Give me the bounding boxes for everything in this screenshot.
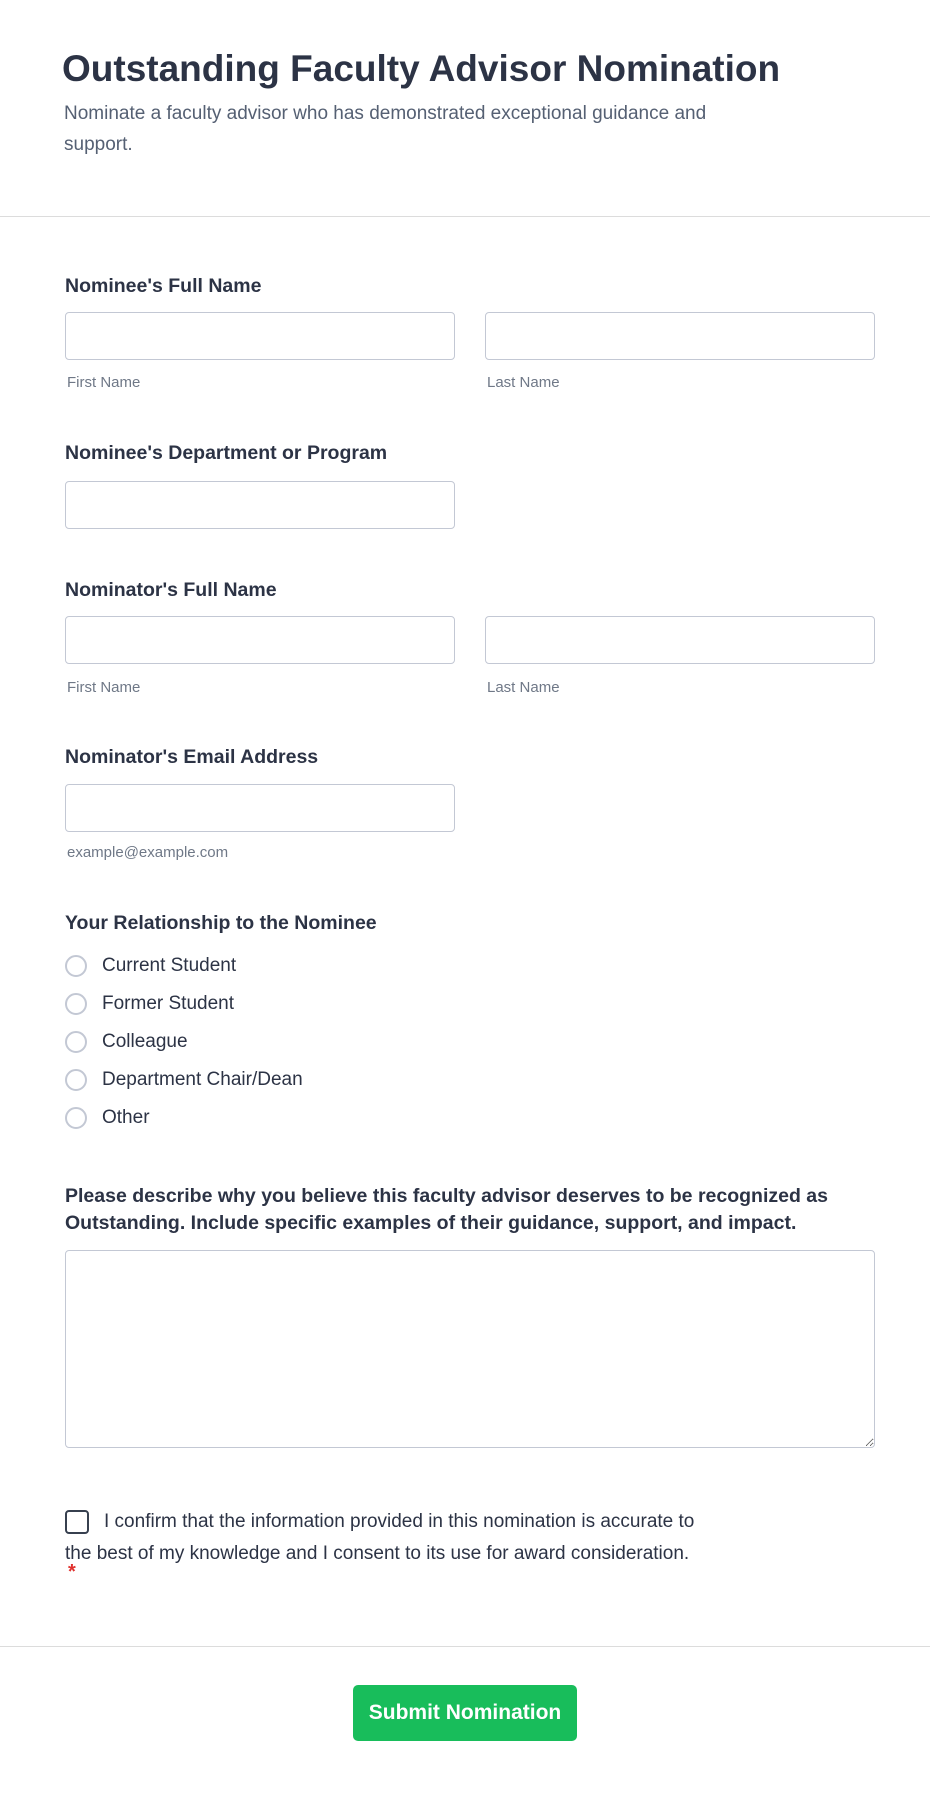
- nominee-department-label: Nominee's Department or Program: [65, 442, 388, 464]
- nominator-first-name-sublabel: First Name: [67, 679, 141, 696]
- radio-option-label: Current Student: [102, 955, 237, 976]
- page-title: Outstanding Faculty Advisor Nomination: [62, 48, 781, 89]
- nominator-first-name-input[interactable]: [65, 616, 455, 664]
- reason-label-line-1: Please describe why you believe this faculty advisor deserves to be recognized as: [65, 1185, 828, 1207]
- relationship-label: Your Relationship to the Nominee: [65, 912, 377, 934]
- nominee-first-name-input[interactable]: [65, 312, 455, 360]
- nominee-last-name-sublabel: Last Name: [487, 374, 560, 391]
- consent-checkbox-row[interactable]: [65, 1510, 694, 1534]
- nominee-name-label: Nominee's Full Name: [65, 275, 262, 297]
- relationship-option-department-chair-dean[interactable]: [65, 1069, 303, 1091]
- reason-label-line-2: Outstanding. Include specific examples of their guidance, support, and impact.: [65, 1212, 797, 1234]
- relationship-option-colleague[interactable]: [65, 1031, 303, 1053]
- nominator-email-sublabel: example@example.com: [67, 844, 229, 861]
- relationship-option-other[interactable]: [65, 1107, 303, 1129]
- footer-divider: [0, 1646, 930, 1647]
- nominator-last-name-input[interactable]: [485, 616, 875, 664]
- submit-button[interactable]: Submit Nomination: [353, 1685, 577, 1741]
- radio-button-icon[interactable]: [65, 955, 87, 977]
- nominator-last-name-sublabel: Last Name: [487, 679, 560, 696]
- nominator-email-label: Nominator's Email Address: [65, 746, 319, 768]
- consent-label-line-1: I confirm that the information provided in this nomination is accurate to: [104, 1511, 695, 1532]
- reason-textarea[interactable]: [65, 1250, 875, 1448]
- nominator-name-label: Nominator's Full Name: [65, 579, 277, 601]
- reason-label: [65, 1183, 828, 1237]
- form-subtitle-line-2: support.: [64, 134, 133, 155]
- radio-option-label: Former Student: [102, 993, 234, 1014]
- radio-option-label: Other: [102, 1107, 150, 1128]
- radio-option-label: Department Chair/Dean: [102, 1069, 303, 1090]
- radio-button-icon[interactable]: [65, 993, 87, 1015]
- radio-button-icon[interactable]: [65, 1031, 87, 1053]
- nominee-department-input[interactable]: [65, 481, 455, 529]
- relationship-radio-group: [65, 955, 303, 1129]
- relationship-option-former-student[interactable]: [65, 993, 303, 1015]
- form-subtitle: [64, 98, 706, 160]
- nominee-last-name-input[interactable]: [485, 312, 875, 360]
- relationship-option-current-student[interactable]: [65, 955, 303, 977]
- radio-button-icon[interactable]: [65, 1107, 87, 1129]
- required-asterisk: *: [68, 1561, 76, 1583]
- consent-checkbox[interactable]: [65, 1510, 89, 1534]
- header-divider: [0, 216, 930, 217]
- nominee-first-name-sublabel: First Name: [67, 374, 141, 391]
- consent-label-line-2: the best of my knowledge and I consent to its use for award consideration.: [65, 1543, 690, 1564]
- radio-option-label: Colleague: [102, 1031, 188, 1052]
- radio-button-icon[interactable]: [65, 1069, 87, 1091]
- form-subtitle-line-1: Nominate a faculty advisor who has demonstrated exceptional guidance and: [64, 103, 707, 124]
- nominator-email-input[interactable]: [65, 784, 455, 832]
